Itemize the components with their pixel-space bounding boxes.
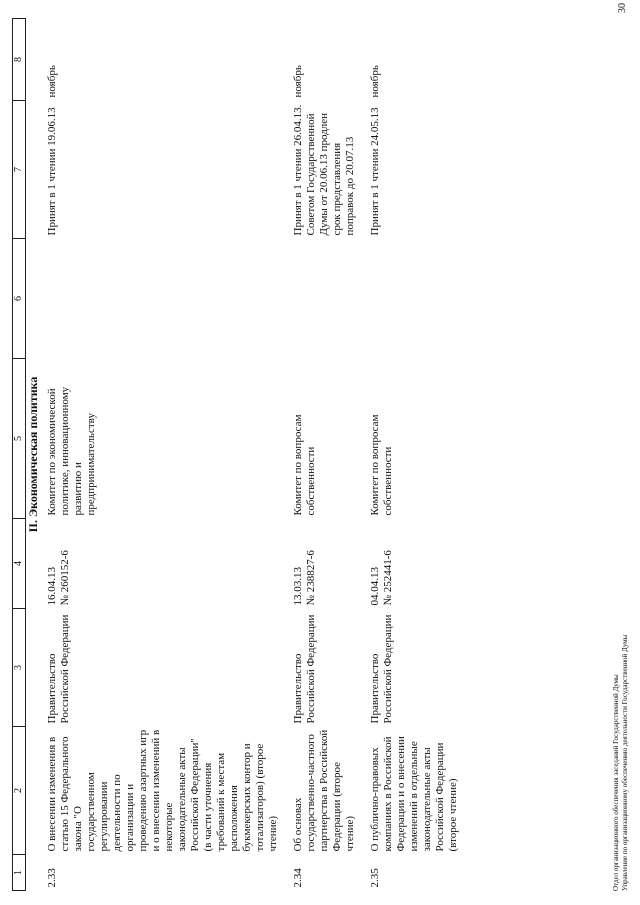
bill-title: О внесении изменения в статью 15 Федерального закона "О государственном регулировании деятельности по организации и проведению азартных игр и о внесении изменений в некоторые законодательные акты Российской Федерации" (в части уточнения требований к местам расположения букмекерских контор и тотализаторов) (второе чтение) bbox=[46, 729, 279, 852]
table-row bbox=[290, 19, 367, 891]
column-number: 8 bbox=[13, 19, 26, 101]
table-row bbox=[367, 19, 470, 891]
responsible-committee: Комитет по вопросам собственности bbox=[292, 414, 317, 516]
bill-date: 16.04.13 bbox=[46, 567, 58, 606]
column-number: 4 bbox=[13, 519, 26, 609]
column-number-row bbox=[13, 19, 26, 891]
column-number: 6 bbox=[13, 239, 26, 359]
bill-date: 04.04.13 bbox=[369, 567, 381, 606]
legislation-plan-table bbox=[12, 18, 470, 891]
column-number: 5 bbox=[13, 359, 26, 519]
column-6-cell bbox=[367, 239, 470, 359]
bill-number: № 260152-6 bbox=[59, 550, 71, 606]
table-row bbox=[44, 19, 290, 891]
section-row bbox=[26, 19, 45, 891]
planned-month: ноябрь bbox=[369, 65, 381, 98]
bill-status: Принят в 1 чтении 24.05.13 bbox=[369, 107, 381, 236]
bill-initiator: Правительство Российской Федерации bbox=[46, 614, 71, 724]
planned-month: ноябрь bbox=[46, 65, 58, 98]
column-6-cell bbox=[290, 239, 367, 359]
section-title: II. Экономическая политика bbox=[26, 376, 40, 533]
bill-date: 13.03.13 bbox=[292, 567, 304, 606]
footer-directorate: Управление по организационному обеспечению деятельности Государственной Думы bbox=[621, 634, 629, 891]
responsible-committee: Комитет по экономической политике, инновационному развитию и предпринимательству bbox=[46, 386, 97, 516]
row-number: 2.34 bbox=[292, 868, 304, 888]
bill-number: № 252441-6 bbox=[382, 550, 394, 606]
planned-month: ноябрь bbox=[292, 65, 304, 98]
page-footer bbox=[612, 291, 630, 891]
bill-initiator: Правительство Российской Федерации bbox=[369, 614, 394, 724]
bill-title: Об основах государственно-частного партнерства в Российской Федерации (второе чтение) bbox=[292, 729, 356, 852]
bill-status: Принят в 1 чтении 26.04.13. Советом Государственной Думы от 20.06.13 продлен срок представления поправок до 20.07.13 bbox=[292, 104, 356, 236]
row-number: 2.33 bbox=[46, 868, 58, 888]
bill-number: № 238827-6 bbox=[305, 550, 317, 606]
bill-date-number bbox=[367, 519, 470, 609]
bill-status: Принят в 1 чтении 19.06.13 bbox=[46, 107, 58, 236]
page-number: 30 bbox=[617, 3, 628, 13]
bill-date-number bbox=[44, 519, 290, 609]
row-number: 2.35 bbox=[369, 868, 381, 888]
bill-date-number bbox=[290, 519, 367, 609]
column-6-cell bbox=[44, 239, 290, 359]
bill-initiator: Правительство Российской Федерации bbox=[292, 614, 317, 724]
responsible-committee: Комитет по вопросам собственности bbox=[369, 414, 394, 516]
footer-department: Отдел организационного обеспечения заседаний Государственной Думы bbox=[612, 674, 620, 891]
column-number: 7 bbox=[13, 101, 26, 239]
column-number: 2 bbox=[13, 727, 26, 855]
column-number: 3 bbox=[13, 609, 26, 727]
bill-title: О публично-правовых компаниях в Российской Федерации и о внесении изменений в отдельные законодательные акты Российской Федерации (второе чтение) bbox=[369, 736, 459, 852]
column-number: 1 bbox=[13, 855, 26, 891]
